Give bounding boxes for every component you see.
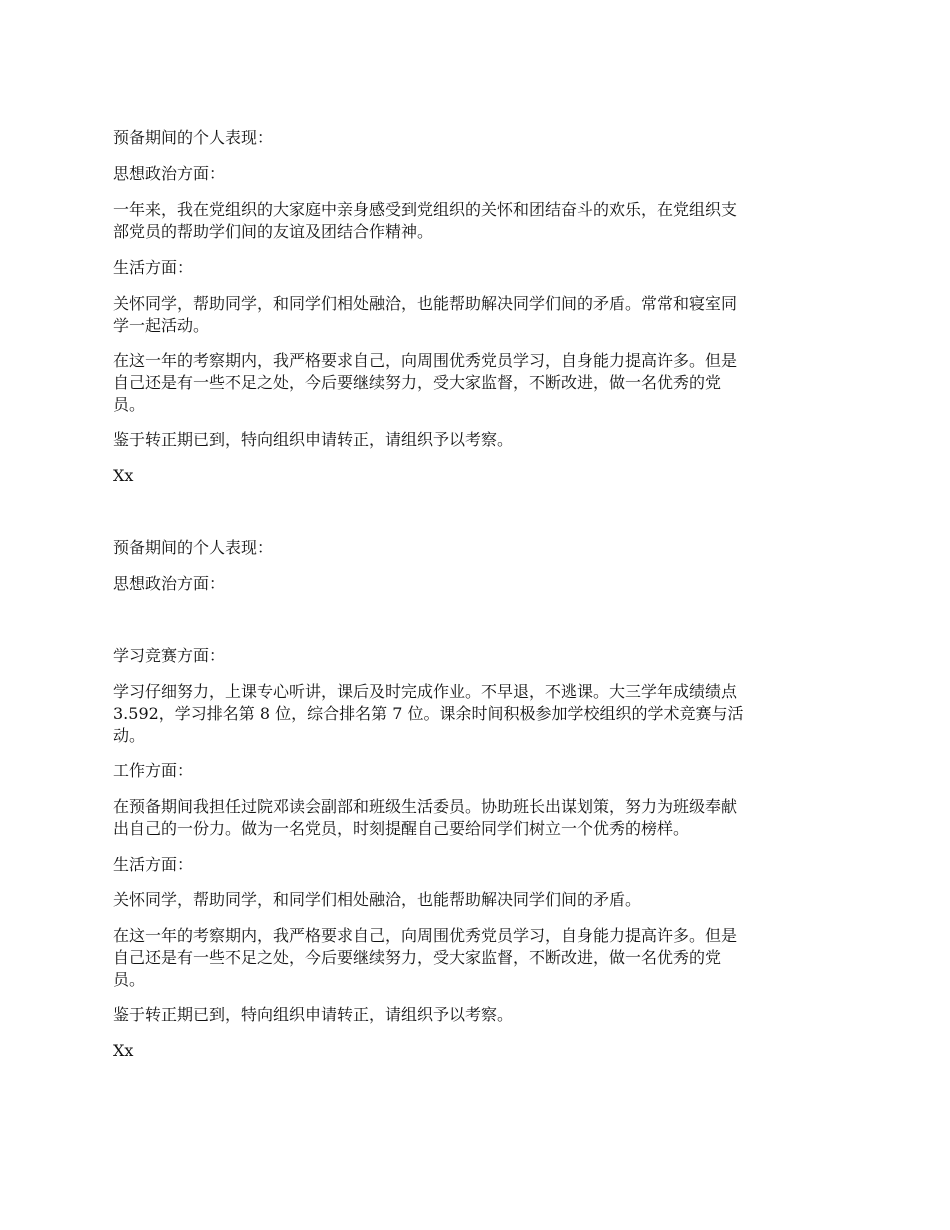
- section1-review-text-line2: 自己还是有一些不足之处，今后要继续努力，受大家监督，不断改进，做一名优秀的党: [113, 373, 722, 392]
- section2-study-text-line1: 学习仔细努力，上课专心听讲，课后及时完成作业。不早退，不逃课。大三学年成绩绩点: [113, 682, 738, 701]
- section2-review-text-line3: 员。: [113, 970, 146, 989]
- section2-study-label: 学习竞赛方面：: [113, 646, 226, 665]
- section2-review-text-line2: 自己还是有一些不足之处，今后要继续努力，受大家监督，不断改进，做一名优秀的党: [113, 948, 722, 967]
- section1-life-text-line2: 学一起活动。: [113, 316, 210, 335]
- section2-work-label: 工作方面：: [113, 761, 194, 780]
- section2-study-text-line2: 3.592，学习排名第 8 位，综合排名第 7 位。课余时间积极参加学校组织的学术竞赛与活: [113, 704, 744, 723]
- section2-politics-label: 思想政治方面：: [113, 574, 226, 593]
- section1-review-text-line1: 在这一年的考察期内，我严格要求自己，向周围优秀党员学习，自身能力提高许多。但是: [113, 351, 738, 370]
- section2-heading: 预备期间的个人表现：: [113, 538, 274, 557]
- section1-politics-text-line2: 部党员的帮助学们间的友谊及团结合作精神。: [113, 222, 434, 241]
- section1-heading: 预备期间的个人表现：: [113, 128, 274, 147]
- section2-work-text-line2: 出自己的一份力。做为一名党员，时刻提醒自己要给同学们树立一个优秀的榜样。: [113, 819, 690, 838]
- section1-review-text-line3: 员。: [113, 395, 146, 414]
- section1-signature: Xx: [113, 466, 134, 485]
- section2-study-text-line3: 动。: [113, 726, 146, 745]
- section2-signature: Xx: [113, 1041, 134, 1060]
- section2-apply-text: 鉴于转正期已到，特向组织申请转正，请组织予以考察。: [113, 1005, 514, 1024]
- section2-life-label: 生活方面：: [113, 855, 194, 874]
- section1-life-label: 生活方面：: [113, 258, 194, 277]
- section1-politics-text-line1: 一年来，我在党组织的大家庭中亲身感受到党组织的关怀和团结奋斗的欢乐，在党组织支: [113, 200, 738, 219]
- section1-politics-label: 思想政治方面：: [113, 164, 226, 183]
- section2-life-text: 关怀同学，帮助同学，和同学们相处融洽，也能帮助解决同学们间的矛盾。: [113, 890, 642, 909]
- section2-work-text-line1: 在预备期间我担任过院邓读会副部和班级生活委员。协助班长出谋划策，努力为班级奉献: [113, 797, 738, 816]
- section1-life-text-line1: 关怀同学，帮助同学，和同学们相处融洽，也能帮助解决同学们间的矛盾。常常和寝室同: [113, 294, 738, 313]
- section2-review-text-line1: 在这一年的考察期内，我严格要求自己，向周围优秀党员学习，自身能力提高许多。但是: [113, 926, 738, 945]
- section1-apply-text: 鉴于转正期已到，特向组织申请转正，请组织予以考察。: [113, 430, 514, 449]
